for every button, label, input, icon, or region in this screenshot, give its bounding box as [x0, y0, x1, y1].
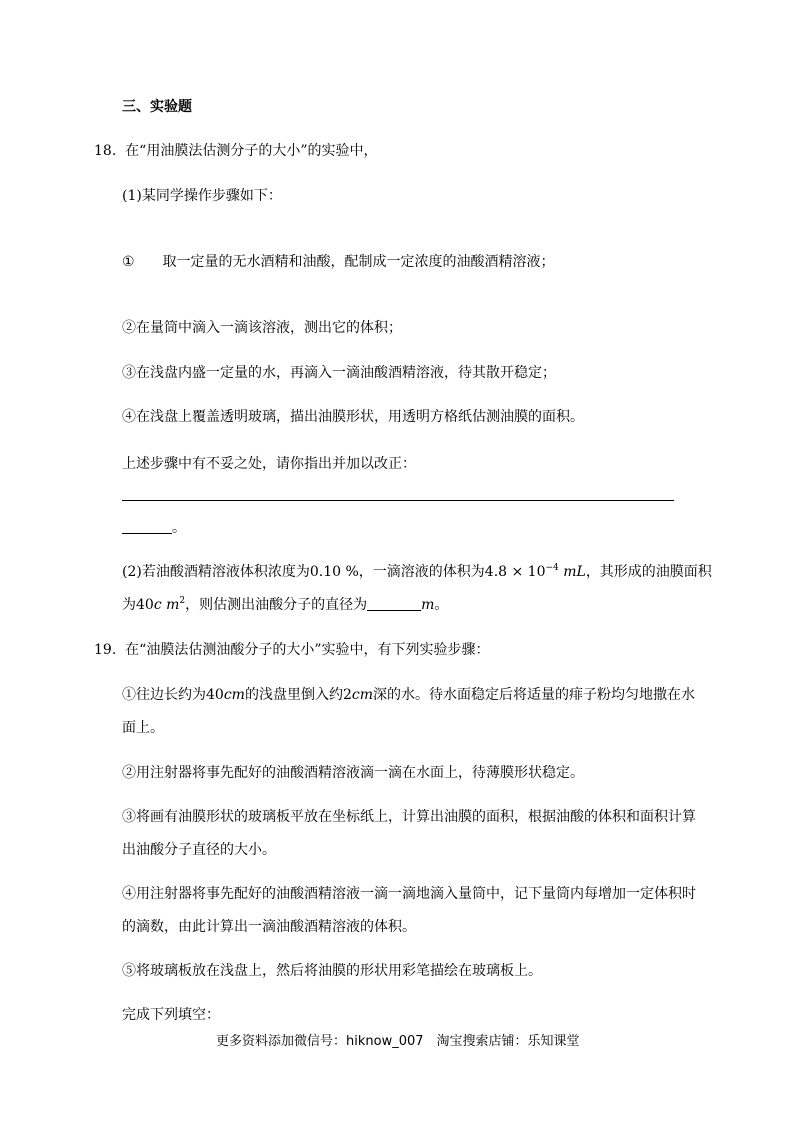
- q18-part2-text-d: 为: [122, 597, 136, 613]
- q18-volume: 4.8 × 10: [484, 564, 546, 580]
- page-footer: 更多资料添加微信号：hiknow_007 淘宝搜索店铺：乐知课堂: [216, 1034, 580, 1049]
- q19-step3-line1: ③将画有油膜形状的玻璃板平放在坐标纸上，计算出油膜的面积，根据油酸的体积和面积计算: [122, 809, 696, 825]
- q18-step4: ④在浅盘上覆盖透明玻璃，描出油膜形状，用透明方格纸估测油膜的面积。: [122, 409, 584, 425]
- q18-step3: ③在浅盘内盛一定量的水，再滴入一滴油酸酒精溶液，待其散开稳定；: [122, 365, 556, 381]
- q19-step2: ②用注射器将事先配好的油酸酒精溶液滴一滴在水面上，待薄膜形状稳定。: [122, 765, 584, 781]
- q18-part1-text: 某同学操作步骤如下：: [141, 188, 282, 204]
- q18-number: 18.: [94, 143, 117, 159]
- q18-part2-line2: [122, 596, 448, 614]
- q18-concentration: 0.10 %: [309, 564, 359, 580]
- q18-step1: [122, 253, 555, 271]
- q19-step3-line2: 出油酸分子直径的大小。: [122, 842, 276, 858]
- q19-water-depth-unit: cm: [351, 687, 373, 703]
- q18-step1-text: 取一定量的无水酒精和油酸，配制成一定浓度的油酸酒精溶液；: [162, 254, 555, 270]
- q19-fill-prompt: 完成下列填空：: [122, 1007, 220, 1023]
- q18-part2-end: 。: [434, 597, 449, 613]
- answer-blank-line-2[interactable]: [122, 519, 172, 534]
- q18-part1: [122, 187, 282, 205]
- q18-area-value: 40: [136, 597, 154, 613]
- q18-stem: [94, 142, 378, 160]
- q19-step1-text-b: 的浅盘里倒入约: [244, 687, 343, 703]
- q18-step2: ②在量筒中滴入一滴该溶液，测出它的体积；: [122, 320, 402, 336]
- q18-volume-exponent: −4: [545, 563, 559, 573]
- q18-area-exponent: 2: [179, 596, 186, 606]
- q18-part2-label: (2): [122, 564, 142, 580]
- q19-step4-line1: ④用注射器将事先配好的油酸酒精溶液一滴一滴地滴入量筒中，记下量筒内每增加一定体积时: [122, 886, 696, 902]
- q18-part2-text-a: 若油酸酒精溶液体积浓度为: [141, 564, 310, 580]
- answer-blank-line-1[interactable]: [122, 500, 674, 501]
- q18-volume-unit: mL: [563, 564, 586, 580]
- diameter-answer-blank[interactable]: [367, 596, 421, 611]
- q19-step4-line2: 的滴数，由此计算出一滴油酸酒精溶液的体积。: [122, 919, 416, 935]
- q18-part2-line1: [122, 563, 712, 581]
- q18-diameter-unit: m: [421, 597, 435, 613]
- q18-step1-marker: ①: [122, 254, 135, 270]
- q18-prompt: 上述步骤中有不妥之处，请你指出并加以改正：: [122, 456, 416, 472]
- q19-step1-text-a: ①往边长约为: [122, 687, 206, 703]
- q19-stem-text: 在“油膜法估测油酸分子的大小”实验中，有下列实验步骤：: [125, 642, 490, 658]
- section-title: 三、实验题: [122, 99, 192, 115]
- q19-step1-line2: 面上。: [122, 720, 164, 736]
- q18-part2-text-c: ，其形成的油膜面积: [585, 564, 712, 580]
- q18-area-unit: c m: [153, 597, 180, 613]
- q18-answer-line-2: [122, 519, 186, 537]
- q18-part2-text-b: ，一滴溶液的体积为: [358, 564, 485, 580]
- q18-part2-text-e: ，则估测出油酸分子的直径为: [185, 597, 368, 613]
- q19-tray-length-unit: cm: [223, 687, 245, 703]
- q19-number: 19.: [94, 642, 117, 658]
- q18-part1-label: (1): [122, 188, 142, 204]
- q19-tray-length: 40: [206, 687, 224, 703]
- q19-step1-text-c: 深的水。待水面稳定后将适量的痱子粉均匀地撒在水: [373, 687, 695, 703]
- q19-step1-line1: [122, 686, 695, 704]
- q19-step5: ⑤将玻璃板放在浅盘上，然后将油膜的形状用彩笔描绘在玻璃板上。: [122, 963, 542, 979]
- q19-water-depth: 2: [342, 687, 352, 703]
- q19-stem: [94, 641, 490, 659]
- q18-stem-text: 在“用油膜法估测分子的大小”的实验中，: [125, 143, 378, 159]
- q18-end-mark: 。: [172, 520, 186, 536]
